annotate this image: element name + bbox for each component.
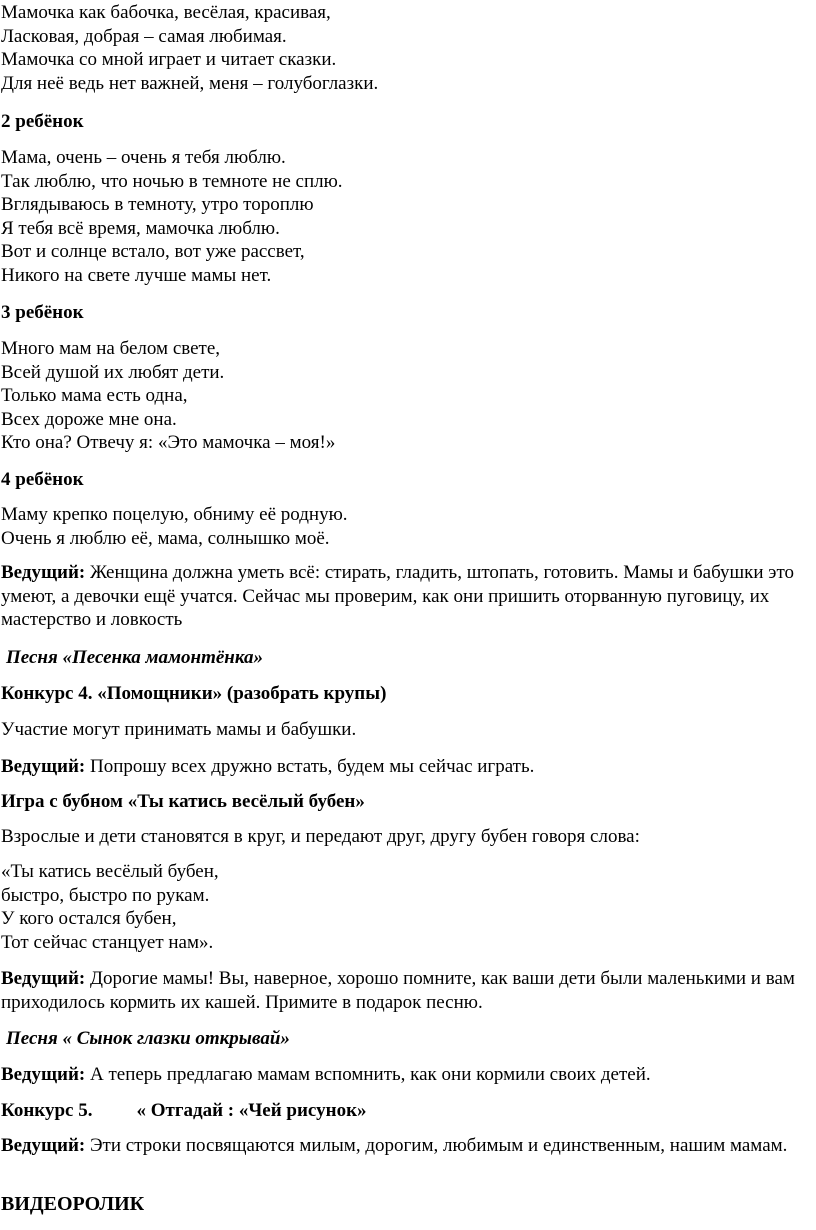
game-title: Игра с бубном «Ты катись весёлый бубен»: [1, 791, 365, 812]
poem-child-2: [1, 146, 814, 287]
poem-line: Никого на свете лучше мамы нет.: [1, 264, 272, 286]
host-paragraph-1: [1, 561, 814, 632]
poem-child-1: [1, 1, 814, 95]
poem-line: Кто она? Отвечу я: «Это мамочка – моя!»: [1, 432, 336, 453]
heading-child-4: 4 ребёнок: [1, 469, 84, 490]
host-text: Дорогие мамы! Вы, наверное, хорошо помните, как ваши дети были маленькими и вам приходилось кормить их кашей. Примите в подарок песню.: [1, 968, 795, 1013]
poem-line: быстро, быстро по рукам.: [1, 884, 210, 906]
host-text: Попрошу всех дружно встать, будем мы сейчас играть.: [85, 756, 535, 777]
poem-line: Всех дороже мне она.: [1, 408, 177, 430]
poem-line: Всей душой их любят дети.: [1, 361, 225, 383]
host-label: Ведущий:: [1, 562, 86, 583]
game-poem: [1, 860, 814, 954]
poem-line: Я тебя всё время, мамочка люблю.: [1, 217, 280, 239]
poem-child-3: [1, 337, 814, 455]
host-text: Женщина должна уметь всё: стирать, гладить, штопать, готовить. Мамы и бабушки это умеют, а девочки ещё учатся. Сейчас мы проверим, как они пришить оторванную пуговицу, их мастерство и ловкость: [1, 562, 795, 630]
host-label: Ведущий:: [1, 756, 86, 777]
contest-5-number: Конкурс 5.: [1, 1100, 93, 1121]
poem-line: Тот сейчас станцует нам».: [1, 931, 214, 953]
contest-5-name: « Отгадай : «Чей рисунок»: [136, 1100, 367, 1121]
poem-line: «Ты катись весёлый бубен,: [1, 861, 219, 882]
game-description: Взрослые и дети становятся в круг, и передают друг, другу бубен говоря слова:: [1, 826, 640, 847]
host-paragraph-5: [1, 1134, 814, 1158]
contest-5-title: [1, 1099, 814, 1123]
heading-child-3: 3 ребёнок: [1, 302, 84, 323]
poem-line: Вот и солнце встало, вот уже рассвет,: [1, 241, 305, 262]
song-title-1: Песня «Песенка мамонтёнка»: [6, 647, 264, 668]
poem-line: Ласковая, добрая – самая любимая.: [1, 25, 287, 47]
host-label: Ведущий:: [1, 1135, 86, 1156]
song-title-2: Песня « Сынок глазки открывай»: [6, 1028, 290, 1049]
host-text: Эти строки посвящаются милым, дорогим, любимым и единственным, нашим мамам.: [85, 1135, 788, 1156]
video-heading: ВИДЕОРОЛИК: [1, 1193, 145, 1215]
host-paragraph-4: [1, 1063, 814, 1087]
poem-line: Для неё ведь нет важней, меня – голубоглазки.: [1, 72, 379, 94]
host-label: Ведущий:: [1, 1064, 86, 1085]
heading-child-2: 2 ребёнок: [1, 111, 84, 132]
poem-line: Маму крепко поцелую, обниму её родную.: [1, 504, 348, 525]
poem-line: У кого остался бубен,: [1, 908, 177, 929]
poem-line: Мама, очень – очень я тебя люблю.: [1, 147, 286, 168]
host-text: А теперь предлагаю мамам вспомнить, как они кормили своих детей.: [85, 1064, 651, 1085]
contest-4-title: Конкурс 4. «Помощники» (разобрать крупы): [1, 683, 387, 704]
poem-child-4: [1, 503, 814, 550]
host-paragraph-2: [1, 755, 814, 779]
host-paragraph-3: [1, 967, 814, 1014]
poem-line: Вглядываюсь в темноту, утро тороплю: [1, 194, 314, 215]
poem-line: Только мама есть одна,: [1, 385, 188, 406]
poem-line: Мамочка как бабочка, весёлая, красивая,: [1, 2, 331, 23]
poem-line: Мамочка со мной играет и читает сказки.: [1, 49, 337, 70]
poem-line: Очень я люблю её, мама, солнышко моё.: [1, 527, 330, 549]
host-label: Ведущий:: [1, 968, 86, 989]
poem-line: Много мам на белом свете,: [1, 338, 221, 359]
poem-line: Так люблю, что ночью в темноте не сплю.: [1, 170, 343, 192]
contest-4-text: Участие могут принимать мамы и бабушки.: [1, 719, 357, 740]
